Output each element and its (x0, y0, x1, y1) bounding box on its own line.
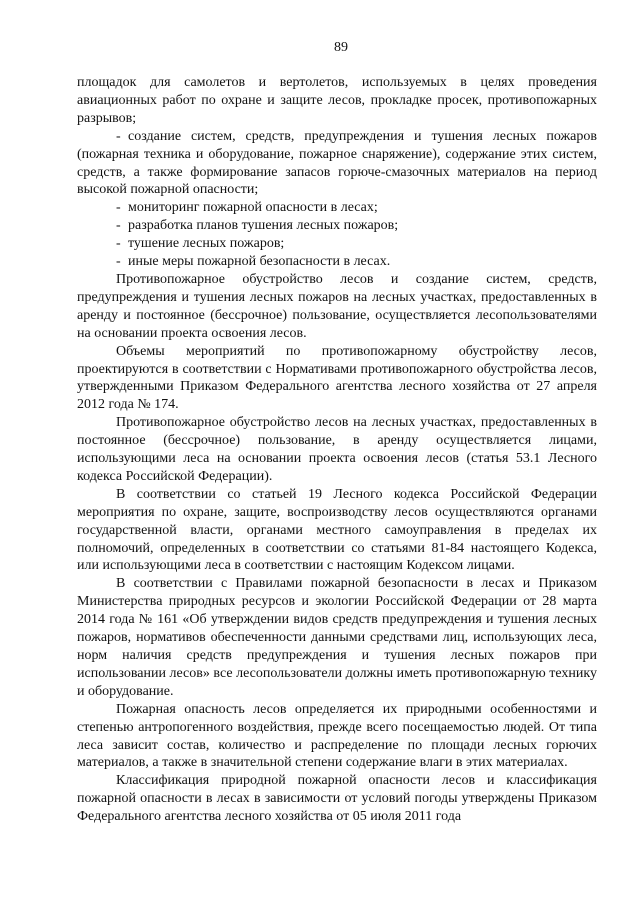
bullet-text: иные меры пожарной безопасности в лесах. (128, 254, 391, 270)
bullet-dash: - (116, 254, 121, 270)
body-paragraph: В соответствии с Правилами пожарной безопасности в лесах и Приказом Министерства природных ресурсов и экологии Российской Федерации от 28 марта 2014 года № 161 «Об утверждении видов средств предупреждения и тушения лесных пожаров, нормативов обеспеченности данными средствами лиц, использующих леса, норм наличия средств предупреждения и тушения лесных пожаров при использовании лесов» все лесопользователи должны иметь противопожарную технику и оборудование. (77, 576, 597, 699)
bullet-text: создание систем, средств, предупреждения и тушения лесных пожаров (пожарная техника и оборудование, пожарное снаряжение), содержание этих систем, средств, а также формирование запасов горюче-смазочных материалов на период высокой пожарной опасности; (77, 128, 597, 198)
body-paragraph: Противопожарное обустройство лесов на лесных участках, предоставленных в постоянное (бессрочное) пользование, в аренду осуществляется лицами, использующими леса на основании проекта освоения лесов (статья 53.1 Лесного кодекса Российской Федерации). (77, 415, 597, 484)
bullet-text: тушение лесных пожаров; (128, 236, 285, 252)
document-body (77, 74, 597, 826)
bullet-text: мониторинг пожарной опасности в лесах; (128, 200, 378, 216)
document-page (77, 40, 597, 826)
page-number: 89 (334, 40, 348, 55)
bullet-item (77, 199, 597, 217)
body-paragraph: Противопожарное обустройство лесов и создание систем, средств, предупреждения и тушения лесных пожаров на лесных участках, предоставленных в аренду и постоянное (бессрочное) пользование, осуществляется лесопользователями на основании проекта освоения лесов. (77, 271, 597, 341)
body-paragraph: Объемы мероприятий по противопожарному обустройству лесов, проектируются в соответствии с Нормативами противопожарного обустройства лесов, утвержденными Приказом Федерального агентства лесного хозяйства от 27 апреля 2012 года № 174. (77, 343, 597, 413)
bullet-dash: - (116, 200, 121, 216)
bullet-dash: - (116, 236, 121, 252)
body-paragraph: Классификация природной пожарной опасности лесов и классификация пожарной опасности в лесах в зависимости от условий погоды утверждены Приказом Федерального агентства лесного хозяйства от 05 июля 2011 года (77, 773, 597, 825)
bullet-item (77, 235, 597, 253)
bullet-item (77, 253, 597, 271)
bullet-text: разработка планов тушения лесных пожаров; (128, 218, 399, 234)
body-paragraph: В соответствии со статьей 19 Лесного кодекса Российской Федерации мероприятия по охране, защите, воспроизводству лесов осуществляются органами государственной власти, органами местного самоуправления в пределах их полномочий, определенных в соответствии со статьями 81-84 настоящего Кодекса, или использующими леса в соответствии с настоящим Кодексом лицами. (77, 486, 597, 574)
bullet-item (77, 217, 597, 235)
bullet-dash: - (116, 128, 121, 144)
bullet-dash: - (116, 218, 121, 234)
body-paragraph: Пожарная опасность лесов определяется их природными особенностями и степенью антропогенного воздействия, прежде всего посещаемостью людей. От типа леса зависит состав, количество и распределение по площади лесных горючих материалов, а также в значительной степени содержание влаги в этих материалах. (77, 701, 597, 771)
bullet-item (77, 128, 597, 200)
body-paragraph: площадок для самолетов и вертолетов, используемых в целях проведения авиационных работ по охране и защите лесов, прокладке просек, противопожарных разрывов; (77, 75, 597, 126)
